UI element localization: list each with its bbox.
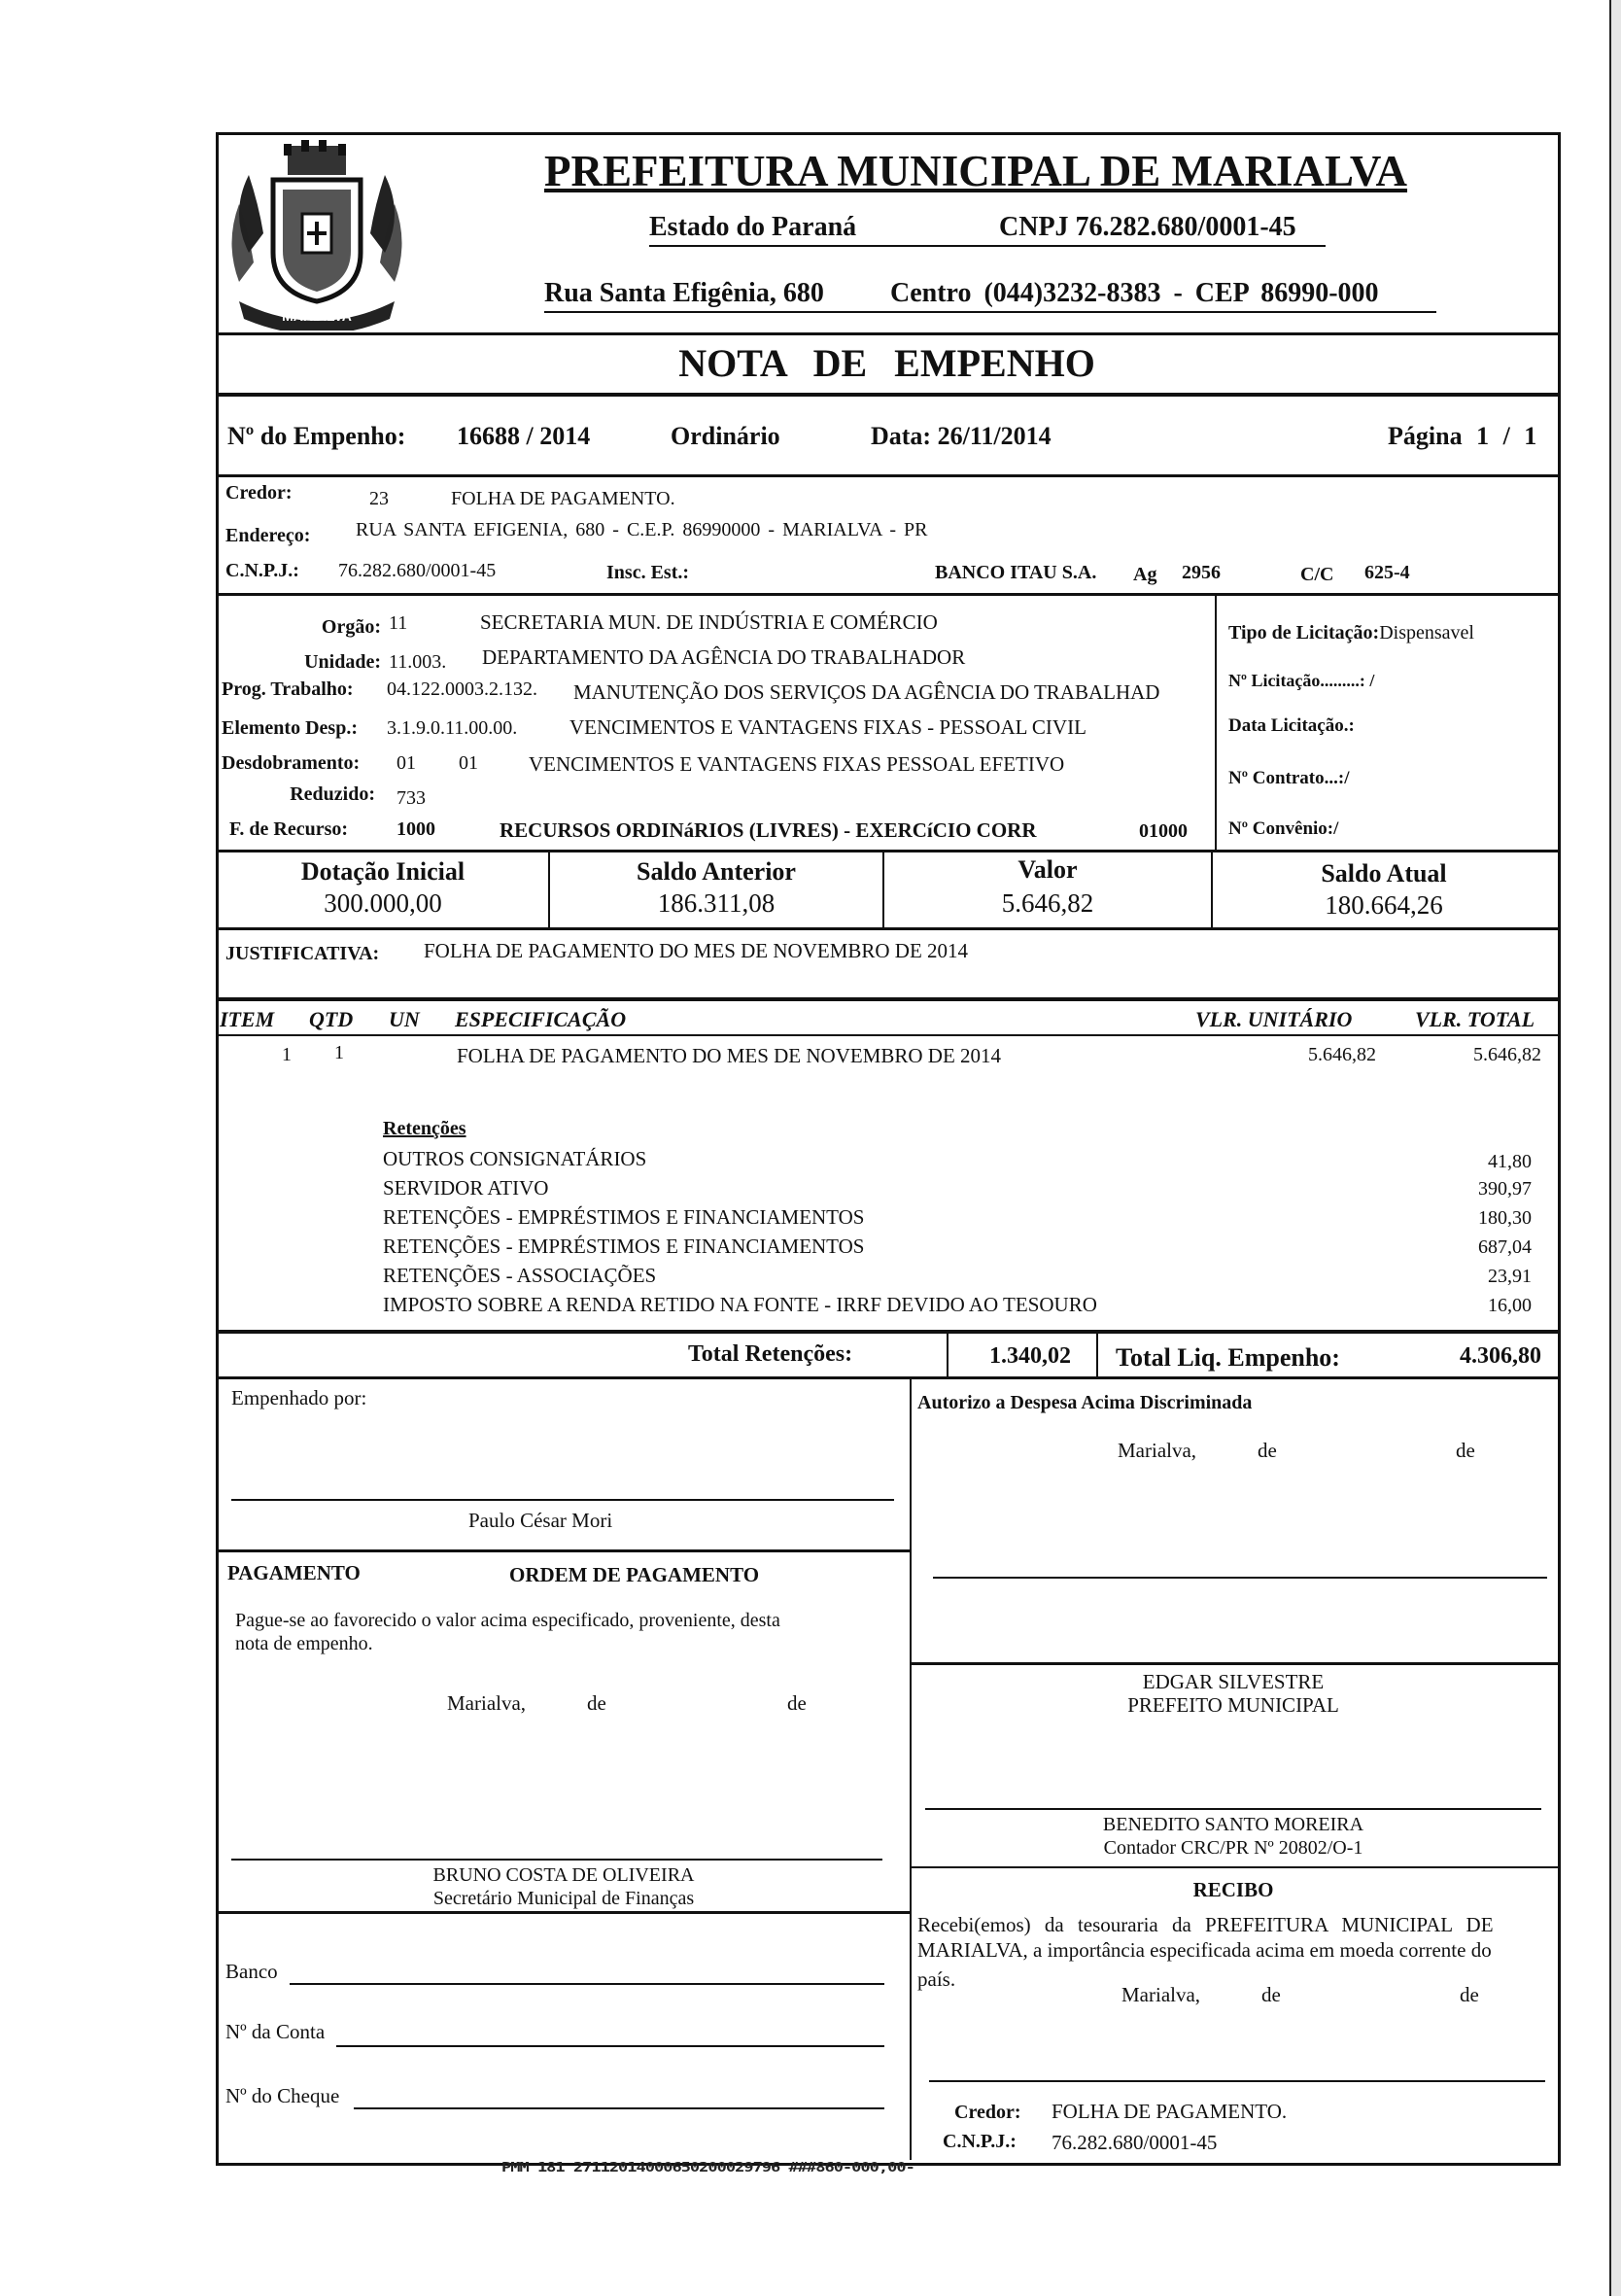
agency-value: 2956: [1182, 562, 1221, 583]
signature-line: [231, 1859, 882, 1861]
pague-se-line-2: nota de empenho.: [235, 1633, 373, 1654]
header-cnpj: CNPJ 76.282.680/0001-45: [999, 212, 1296, 242]
licitacao-type-label: Tipo de Licitação:: [1228, 622, 1380, 644]
divider: [216, 593, 1558, 596]
retencao-desc: RETENÇÕES - ASSOCIAÇÕES: [383, 1264, 657, 1287]
licitacao-date: Data Licitação.:: [1228, 715, 1355, 736]
divider: [216, 997, 1558, 1001]
qtd-header: QTD: [309, 1007, 354, 1031]
item-total-value: 5.646,82: [1473, 1044, 1541, 1065]
credor-name: FOLHA DE PAGAMENTO.: [451, 488, 675, 509]
divider: [216, 1911, 912, 1914]
cnpj-label: C.N.P.J.:: [225, 560, 299, 581]
retencao-desc: OUTROS CONSIGNATÁRIOS: [383, 1147, 647, 1170]
retencao-value: 390,97: [1478, 1178, 1532, 1200]
retencao-value: 180,30: [1478, 1207, 1532, 1229]
item-unit-value: 5.646,82: [1308, 1044, 1376, 1065]
divider: [216, 850, 1558, 852]
cheque-label: Nº do Cheque: [225, 2084, 340, 2107]
header-contact: Centro (044)3232-8383 - CEP 86990-000: [890, 278, 1379, 308]
retencoes-title: Retenções: [383, 1118, 466, 1139]
cnpj-value: 76.282.680/0001-45: [338, 560, 497, 581]
secretario-name: BRUNO COSTA DE OLIVEIRA: [432, 1864, 695, 1886]
credor-label: Credor:: [225, 482, 293, 504]
header-address-underline: [544, 311, 1436, 313]
divider: [216, 1034, 1558, 1036]
retencao-value: 41,80: [1488, 1151, 1532, 1172]
cheque-line: [354, 2107, 884, 2109]
recibo-title: RECIBO: [1192, 1878, 1274, 1901]
signature-line: [929, 2080, 1545, 2082]
recibo-de-1: de: [1261, 1983, 1281, 2006]
total-retencoes-value: 1.340,02: [989, 1343, 1071, 1369]
item-especificacao: FOLHA DE PAGAMENTO DO MES DE NOVEMBRO DE 2014: [457, 1044, 1002, 1067]
divider: [216, 927, 1558, 930]
divider: [216, 1330, 1558, 1334]
divider: [216, 393, 1558, 397]
retencao-desc: RETENÇÕES - EMPRÉSTIMOS E FINANCIAMENTOS: [383, 1235, 865, 1258]
doc-title: NOTA DE EMPENHO: [678, 341, 1095, 385]
licitacao-type-value: Dispensavel: [1379, 622, 1474, 644]
reduzido-value: 733: [397, 787, 426, 809]
empenho-date: Data: 26/11/2014: [871, 422, 1052, 450]
retencao-value: 23,91: [1488, 1266, 1532, 1287]
pagamento-de-2: de: [787, 1691, 807, 1715]
bank-name: BANCO ITAU S.A.: [935, 562, 1097, 583]
licitacao-number: Nº Licitação.........: /: [1228, 671, 1375, 690]
conta-line: [336, 2045, 884, 2047]
endereco-label: Endereço:: [225, 525, 311, 546]
empenho-type: Ordinário: [671, 422, 780, 450]
header-title: PREFEITURA MUNICIPAL DE MARIALVA: [544, 147, 1408, 195]
autorizo-de-2: de: [1456, 1439, 1475, 1462]
elemento-label: Elemento Desp.:: [222, 717, 358, 739]
justificativa-text: FOLHA DE PAGAMENTO DO MES DE NOVEMBRO DE 2014: [424, 939, 969, 962]
orgao-label: Orgão:: [321, 616, 381, 638]
valor-value: 5.646,82: [1001, 888, 1094, 918]
elemento-code: 3.1.9.0.11.00.00.: [387, 717, 518, 739]
empenhado-name: Paulo César Mori: [468, 1509, 613, 1532]
mechanical-stamp: PMM 181 27112014000650200029796 ###860-000,00-: [501, 2160, 914, 2175]
desdobramento-code-1: 01: [397, 752, 416, 774]
header-address: Rua Santa Efigênia, 680: [544, 278, 824, 308]
contador-name: BENEDITO SANTO MOREIRA: [1102, 1814, 1364, 1835]
conta-label: Nº da Conta: [225, 2020, 326, 2043]
divider: [216, 474, 1558, 477]
autorizo-text: Autorizo a Despesa Acima Discriminada: [917, 1392, 1253, 1413]
retencao-desc: IMPOSTO SOBRE A RENDA RETIDO NA FONTE - IRRF DEVIDO AO TESOURO: [383, 1293, 1097, 1316]
recibo-cnpj-label: C.N.P.J.:: [943, 2131, 1017, 2152]
pague-se-line-1: Pague-se ao favorecido o valor acima especificado, proveniente, desta: [235, 1610, 780, 1631]
page-number: Página 1 / 1: [1388, 422, 1537, 450]
cc-value: 625-4: [1364, 562, 1410, 583]
desdobramento-code-2: 01: [459, 752, 478, 774]
saldo-atual-value: 180.664,26: [1325, 890, 1443, 920]
prog-label: Prog. Trabalho:: [222, 678, 354, 700]
dotacao-inicial-value: 300.000,00: [324, 888, 442, 918]
recibo-text-line-2: MARIALVA, a importância especificada acima em moeda corrente do: [917, 1938, 1492, 1962]
banco-label: Banco: [225, 1960, 278, 1983]
header-state: Estado do Paraná: [649, 212, 857, 242]
divider: [216, 1549, 912, 1552]
saldo-anterior-label: Saldo Anterior: [637, 857, 796, 886]
divider: [910, 1866, 1558, 1868]
empenhado-label: Empenhado por:: [231, 1386, 367, 1409]
orgao-code: 11: [389, 612, 408, 634]
especificacao-header: ESPECIFICAÇÃO: [455, 1007, 627, 1031]
unidade-value: DEPARTAMENTO DA AGÊNCIA DO TRABALHADOR: [482, 645, 966, 669]
recibo-text-line-3: país.: [917, 1967, 956, 1991]
recibo-credor-value: FOLHA DE PAGAMENTO.: [1052, 2100, 1288, 2123]
recibo-de-2: de: [1460, 1983, 1479, 2006]
retencao-desc: SERVIDOR ATIVO: [383, 1176, 549, 1200]
municipal-seal-icon: [220, 136, 414, 330]
recurso-label: F. de Recurso:: [229, 818, 349, 840]
seal-text: MARIALVA: [282, 308, 352, 324]
secretario-role: Secretário Municipal de Finanças: [432, 1888, 695, 1909]
contrato-number: Nº Contrato...:/: [1228, 768, 1350, 788]
prog-code: 04.122.0003.2.132.: [387, 678, 537, 700]
dotacao-inicial-label: Dotação Inicial: [300, 857, 466, 886]
unidade-code: 11.003.: [389, 651, 447, 673]
prog-value: MANUTENÇÃO DOS SERVIÇOS DA AGÊNCIA DO TRABALHAD: [573, 680, 1160, 704]
licitacao-type: [1228, 622, 1474, 644]
banco-line: [290, 1983, 884, 1985]
scan-edge: [1609, 0, 1621, 2296]
signature-line: [925, 1808, 1541, 1810]
recibo-credor-label: Credor:: [954, 2102, 1021, 2123]
contador-role: Contador CRC/PR Nº 20802/O-1: [1103, 1837, 1363, 1859]
unidade-label: Unidade:: [304, 651, 381, 673]
agency-label: Ag: [1133, 564, 1157, 585]
vlr-unitario-header: VLR. UNITÁRIO: [1195, 1007, 1353, 1031]
endereco-value: RUA SANTA EFIGENIA, 680 - C.E.P. 86990000 - MARIALVA - PR: [356, 519, 928, 540]
retencao-value: 16,00: [1488, 1295, 1532, 1316]
vlr-total-header: VLR. TOTAL: [1415, 1007, 1535, 1031]
recurso-code-2: 01000: [1139, 820, 1188, 842]
prefeito-role: PREFEITO MUNICIPAL: [1127, 1693, 1339, 1717]
divider: [216, 1376, 1558, 1379]
insc-label: Insc. Est.:: [606, 562, 690, 583]
desdobramento-label: Desdobramento:: [222, 752, 361, 774]
prefeito-name: EDGAR SILVESTRE: [1142, 1670, 1325, 1693]
elemento-value: VENCIMENTOS E VANTAGENS FIXAS - PESSOAL CIVIL: [569, 715, 1086, 739]
divider-vertical: [910, 1378, 912, 2160]
recurso-code: 1000: [397, 818, 435, 840]
total-liquido-value: 4.306,80: [1460, 1343, 1541, 1369]
orgao-value: SECRETARIA MUN. DE INDÚSTRIA E COMÉRCIO: [480, 610, 938, 634]
autorizo-de-1: de: [1258, 1439, 1277, 1462]
autorizo-local: Marialva,: [1118, 1439, 1197, 1462]
cc-label: C/C: [1300, 564, 1334, 585]
divider-vertical: [1215, 595, 1217, 852]
ordem-pagamento-title: ORDEM DE PAGAMENTO: [509, 1563, 760, 1586]
header-state-underline: [649, 245, 1326, 247]
recibo-local: Marialva,: [1121, 1983, 1201, 2006]
item-header: ITEM: [220, 1007, 275, 1031]
saldo-atual-label: Saldo Atual: [1321, 859, 1447, 887]
total-retencoes-label: Total Retenções:: [688, 1341, 853, 1367]
retencao-desc: RETENÇÕES - EMPRÉSTIMOS E FINANCIAMENTOS: [383, 1205, 865, 1229]
pagamento-de-1: de: [587, 1691, 606, 1715]
signature-line: [231, 1499, 894, 1501]
pagamento-local: Marialva,: [447, 1691, 527, 1715]
divider: [910, 1662, 1558, 1665]
recibo-cnpj-value: 76.282.680/0001-45: [1052, 2131, 1218, 2154]
retencao-value: 687,04: [1478, 1236, 1532, 1258]
item-qtd: 1: [334, 1042, 344, 1063]
empenho-number: 16688 / 2014: [457, 422, 591, 450]
reduzido-label: Reduzido:: [290, 783, 375, 805]
credor-code: 23: [369, 488, 389, 509]
divider-vertical: [947, 1332, 948, 1376]
total-liquido-label: Total Liq. Empenho:: [1116, 1343, 1340, 1372]
convenio-number: Nº Convênio:/: [1228, 818, 1339, 839]
signature-line: [933, 1577, 1547, 1579]
recurso-value: RECURSOS ORDINáRIOS (LIVRES) - EXERCíCIO CORR: [500, 818, 1037, 842]
valor-label: Valor: [1017, 855, 1078, 884]
saldo-anterior-value: 186.311,08: [657, 888, 776, 918]
pagamento-label: PAGAMENTO: [227, 1561, 361, 1584]
justificativa-label: JUSTIFICATIVA:: [225, 943, 380, 964]
item-number: 1: [282, 1044, 292, 1065]
recibo-text-line-1: Recebi(emos) da tesouraria da PREFEITURA MUNICIPAL DE: [917, 1913, 1494, 1936]
divider: [216, 332, 1558, 335]
un-header: UN: [389, 1007, 420, 1031]
desdobramento-value: VENCIMENTOS E VANTAGENS FIXAS PESSOAL EFETIVO: [529, 752, 1065, 776]
empenho-label: Nº do Empenho:: [227, 422, 406, 450]
divider-vertical: [1096, 1332, 1098, 1376]
